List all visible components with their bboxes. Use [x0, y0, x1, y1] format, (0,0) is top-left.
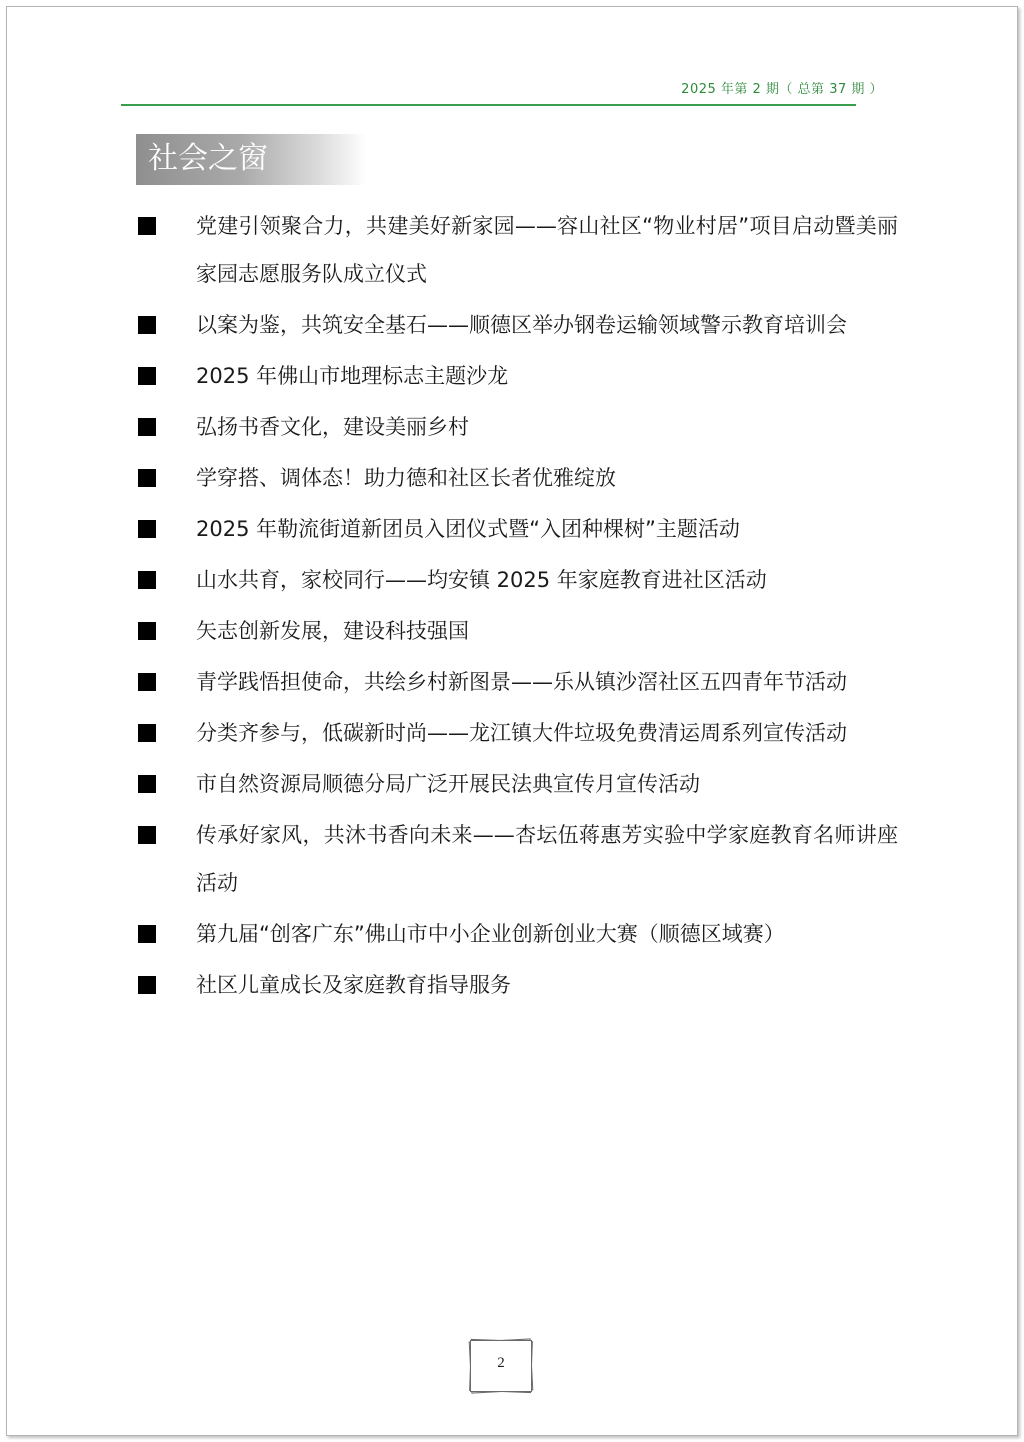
list-item	[138, 556, 898, 604]
article-title: 传承好家风，共沐书香向未来——杏坛伍蒋惠芳实验中学家庭教育名师讲座活动	[196, 823, 898, 895]
article-title: 2025 年勒流街道新团员入团仪式暨“入团种棵树”主题活动	[196, 517, 740, 541]
list-item	[138, 760, 898, 808]
article-title: 弘扬书香文化，建设美丽乡村	[196, 415, 469, 439]
bullet-square-icon	[138, 571, 156, 589]
list-item	[138, 658, 898, 706]
list-item	[138, 301, 898, 349]
bullet-square-icon	[138, 418, 156, 436]
article-title: 市自然资源局顺德分局广泛开展民法典宣传月宣传活动	[196, 772, 700, 796]
bullet-square-icon	[138, 469, 156, 487]
article-title: 山水共育，家校同行——均安镇 2025 年家庭教育进社区活动	[196, 568, 767, 592]
article-title: 2025 年佛山市地理标志主题沙龙	[196, 364, 509, 388]
list-item	[138, 709, 898, 757]
bullet-square-icon	[138, 520, 156, 538]
bullet-square-icon	[138, 925, 156, 943]
section-banner	[136, 134, 366, 185]
bullet-square-icon	[138, 217, 156, 235]
bullet-square-icon	[138, 976, 156, 994]
bullet-square-icon	[138, 673, 156, 691]
bullet-square-icon	[138, 724, 156, 742]
list-item	[138, 910, 898, 958]
list-item	[138, 607, 898, 655]
page-number: 2	[497, 1355, 505, 1371]
article-title: 矢志创新发展，建设科技强国	[196, 619, 469, 643]
list-item	[138, 961, 898, 1009]
issue-header: 2025 年第 2 期（ 总第 37 期 ）	[681, 82, 883, 97]
section-title: 社会之窗	[148, 141, 268, 176]
article-title: 以案为鉴，共筑安全基石——顺德区举办钢卷运输领域警示教育培训会	[196, 313, 847, 337]
list-item	[138, 352, 898, 400]
article-title: 第九届“创客广东”佛山市中小企业创新创业大赛（顺德区域赛）	[196, 922, 785, 946]
list-item	[138, 505, 898, 553]
bullet-square-icon	[138, 775, 156, 793]
article-title: 青学践悟担使命，共绘乡村新图景——乐从镇沙滘社区五四青年节活动	[196, 670, 847, 694]
article-title: 学穿搭、调体态！助力德和社区长者优雅绽放	[196, 466, 616, 490]
article-title: 党建引领聚合力，共建美好新家园——容山社区“物业村居”项目启动暨美丽家园志愿服务队成立仪式	[196, 214, 898, 286]
header-divider	[121, 104, 856, 106]
article-list	[138, 202, 898, 1012]
page-number-box	[470, 1340, 534, 1394]
bullet-square-icon	[138, 367, 156, 385]
bullet-square-icon	[138, 316, 156, 334]
bullet-square-icon	[138, 826, 156, 844]
article-title: 社区儿童成长及家庭教育指导服务	[196, 973, 511, 997]
article-title: 分类齐参与，低碳新时尚——龙江镇大件垃圾免费清运周系列宣传活动	[196, 721, 847, 745]
list-item	[138, 403, 898, 451]
list-item	[138, 202, 898, 298]
list-item	[138, 811, 898, 907]
bullet-square-icon	[138, 622, 156, 640]
list-item	[138, 454, 898, 502]
